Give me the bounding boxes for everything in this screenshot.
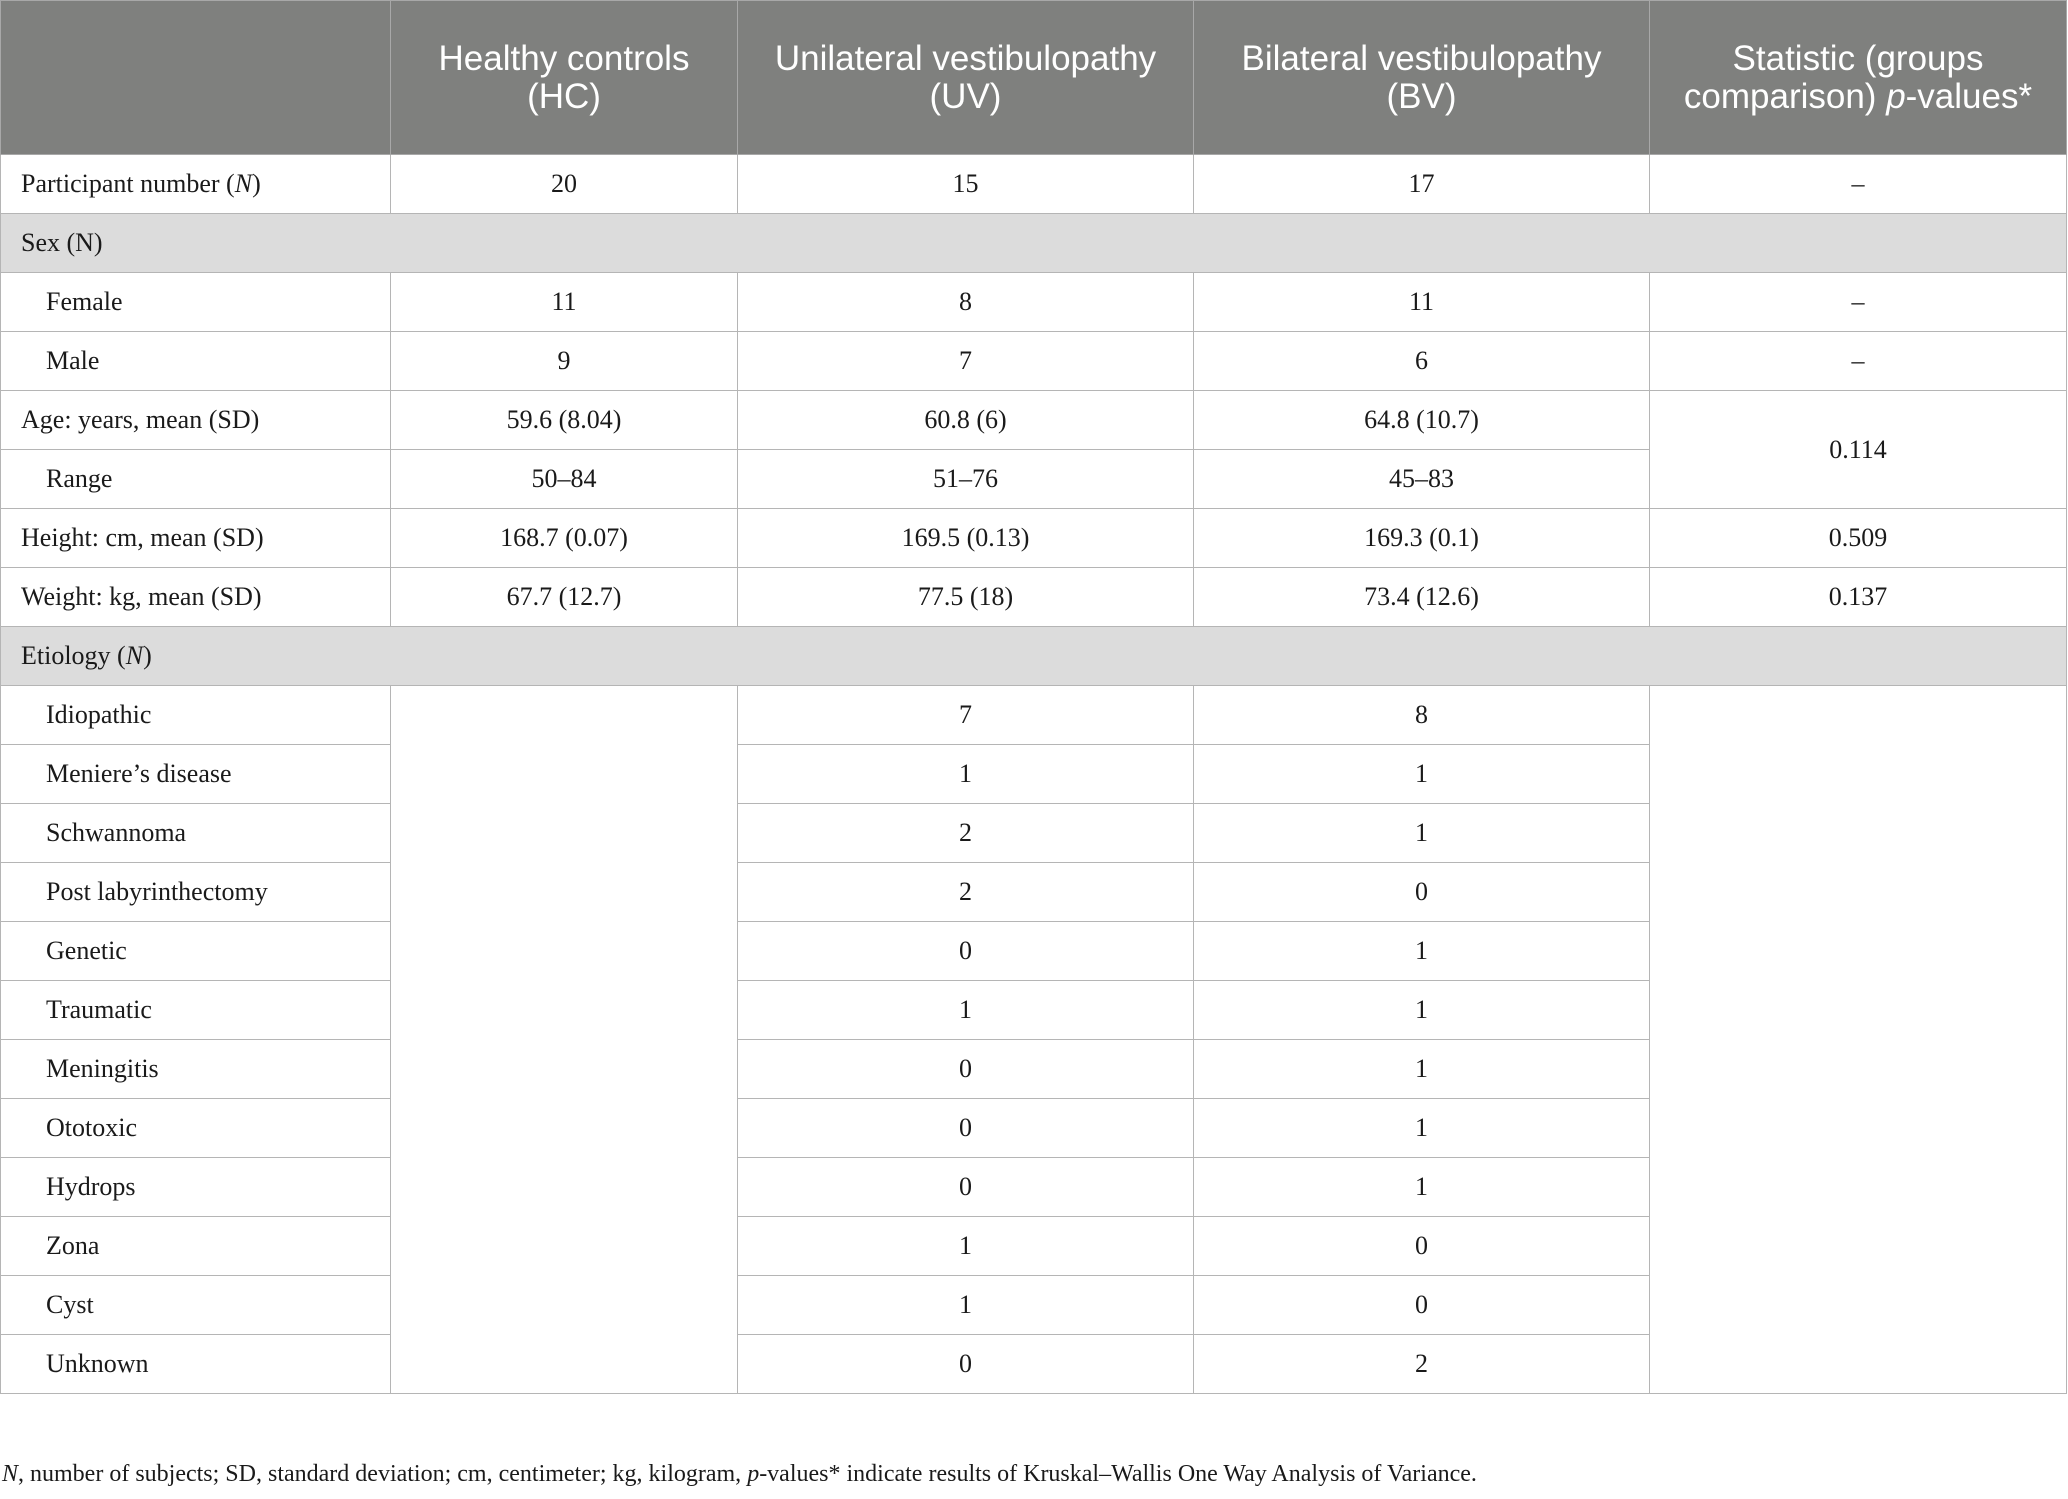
row-label: Age: years, mean (SD) (1, 391, 391, 450)
cell-uv: 15 (738, 155, 1194, 214)
cell-bv: 2 (1194, 1335, 1650, 1394)
cell-p: 0.137 (1650, 568, 2067, 627)
cell-bv: 0 (1194, 863, 1650, 922)
cell-hc: 20 (391, 155, 738, 214)
cell-bv: 1 (1194, 804, 1650, 863)
header-unilateral: Unilateral vestibulopathy (UV) (738, 1, 1194, 155)
header-row (1, 1, 2067, 155)
cell-uv: 1 (738, 1217, 1194, 1276)
footnote-text: , number of subjects; SD, standard deviation; cm, centimeter; kg, kilogram, (18, 1461, 748, 1487)
cell-hc: 59.6 (8.04) (391, 391, 738, 450)
cell-uv: 60.8 (6) (738, 391, 1194, 450)
cell-p: 0.114 (1650, 391, 2067, 509)
cell-bv: 169.3 (0.1) (1194, 509, 1650, 568)
cell-p: 0.509 (1650, 509, 2067, 568)
cell-bv: 11 (1194, 273, 1650, 332)
cell-bv: 17 (1194, 155, 1650, 214)
row-label: Ototoxic (1, 1099, 391, 1158)
cell-uv: 77.5 (18) (738, 568, 1194, 627)
cell-bv: 1 (1194, 1040, 1650, 1099)
cell-uv: 0 (738, 1158, 1194, 1217)
footnote-text-end: -values* indicate results of Kruskal–Wallis One Way Analysis of Variance. (759, 1461, 1477, 1487)
section-label (1, 627, 2067, 686)
row-label: Schwannoma (1, 804, 391, 863)
cell-hc: 50–84 (391, 450, 738, 509)
cell-p-blank (1650, 686, 2067, 1394)
cell-p: – (1650, 273, 2067, 332)
cell-bv: 1 (1194, 981, 1650, 1040)
cell-uv: 1 (738, 1276, 1194, 1335)
row-label (1, 155, 391, 214)
cell-hc: 11 (391, 273, 738, 332)
cell-uv: 0 (738, 1040, 1194, 1099)
header-statistic-p: p (1886, 76, 1906, 116)
table-row (1, 686, 2067, 745)
cell-hc: 67.7 (12.7) (391, 568, 738, 627)
row-label: Idiopathic (1, 686, 391, 745)
row-label: Unknown (1, 1335, 391, 1394)
row-label-italic: N (234, 169, 253, 198)
cell-uv: 0 (738, 1335, 1194, 1394)
cell-uv: 7 (738, 332, 1194, 391)
section-label-italic: N (125, 641, 144, 670)
footnote-p: p (747, 1461, 760, 1487)
cell-bv: 0 (1194, 1276, 1650, 1335)
cell-uv: 7 (738, 686, 1194, 745)
row-label-text: Participant number ( (21, 169, 235, 198)
cell-uv: 169.5 (0.13) (738, 509, 1194, 568)
row-label: Zona (1, 1217, 391, 1276)
row-label: Hydrops (1, 1158, 391, 1217)
row-label: Range (1, 450, 391, 509)
table-row (1, 568, 2067, 627)
cell-uv: 0 (738, 1099, 1194, 1158)
cell-p: – (1650, 155, 2067, 214)
cell-uv: 1 (738, 745, 1194, 804)
header-empty (1, 1, 391, 155)
cell-uv: 8 (738, 273, 1194, 332)
header-statistic (1650, 1, 2067, 155)
cell-uv: 2 (738, 804, 1194, 863)
cell-uv: 2 (738, 863, 1194, 922)
table-row (1, 391, 2067, 450)
cell-bv: 1 (1194, 1099, 1650, 1158)
cell-bv: 6 (1194, 332, 1650, 391)
table-row (1, 509, 2067, 568)
cell-uv: 51–76 (738, 450, 1194, 509)
row-label: Post labyrinthectomy (1, 863, 391, 922)
cell-bv: 1 (1194, 922, 1650, 981)
table-row (1, 155, 2067, 214)
section-row-sex (1, 214, 2067, 273)
row-label: Male (1, 332, 391, 391)
table-row (1, 273, 2067, 332)
cell-bv: 64.8 (10.7) (1194, 391, 1650, 450)
section-label-text: Etiology ( (21, 641, 126, 670)
cell-uv: 0 (738, 922, 1194, 981)
cell-hc: 9 (391, 332, 738, 391)
row-label: Meniere’s disease (1, 745, 391, 804)
row-label: Height: cm, mean (SD) (1, 509, 391, 568)
cell-p: – (1650, 332, 2067, 391)
header-bilateral: Bilateral vestibulopathy (BV) (1194, 1, 1650, 155)
cell-bv: 1 (1194, 1158, 1650, 1217)
cell-bv: 0 (1194, 1217, 1650, 1276)
row-label: Meningitis (1, 1040, 391, 1099)
cell-uv: 1 (738, 981, 1194, 1040)
cell-bv: 45–83 (1194, 450, 1650, 509)
cell-hc: 168.7 (0.07) (391, 509, 738, 568)
row-label: Genetic (1, 922, 391, 981)
header-statistic-suffix: -values* (1905, 76, 2033, 116)
row-label-suffix: ) (252, 169, 261, 198)
cell-hc-blank (391, 686, 738, 1394)
header-healthy-controls: Healthy controls (HC) (391, 1, 738, 155)
table-row (1, 332, 2067, 391)
cell-bv: 1 (1194, 745, 1650, 804)
row-label: Traumatic (1, 981, 391, 1040)
section-row-etiology (1, 627, 2067, 686)
cell-bv: 73.4 (12.6) (1194, 568, 1650, 627)
row-label: Cyst (1, 1276, 391, 1335)
row-label: Weight: kg, mean (SD) (1, 568, 391, 627)
table-footnote (2, 1461, 1477, 1488)
header-statistic-text: Statistic (groups comparison) (1683, 38, 1984, 116)
cell-bv: 8 (1194, 686, 1650, 745)
section-label-suffix: ) (143, 641, 152, 670)
footnote-n: N (2, 1461, 19, 1487)
row-label: Female (1, 273, 391, 332)
section-label: Sex (N) (1, 214, 2067, 273)
